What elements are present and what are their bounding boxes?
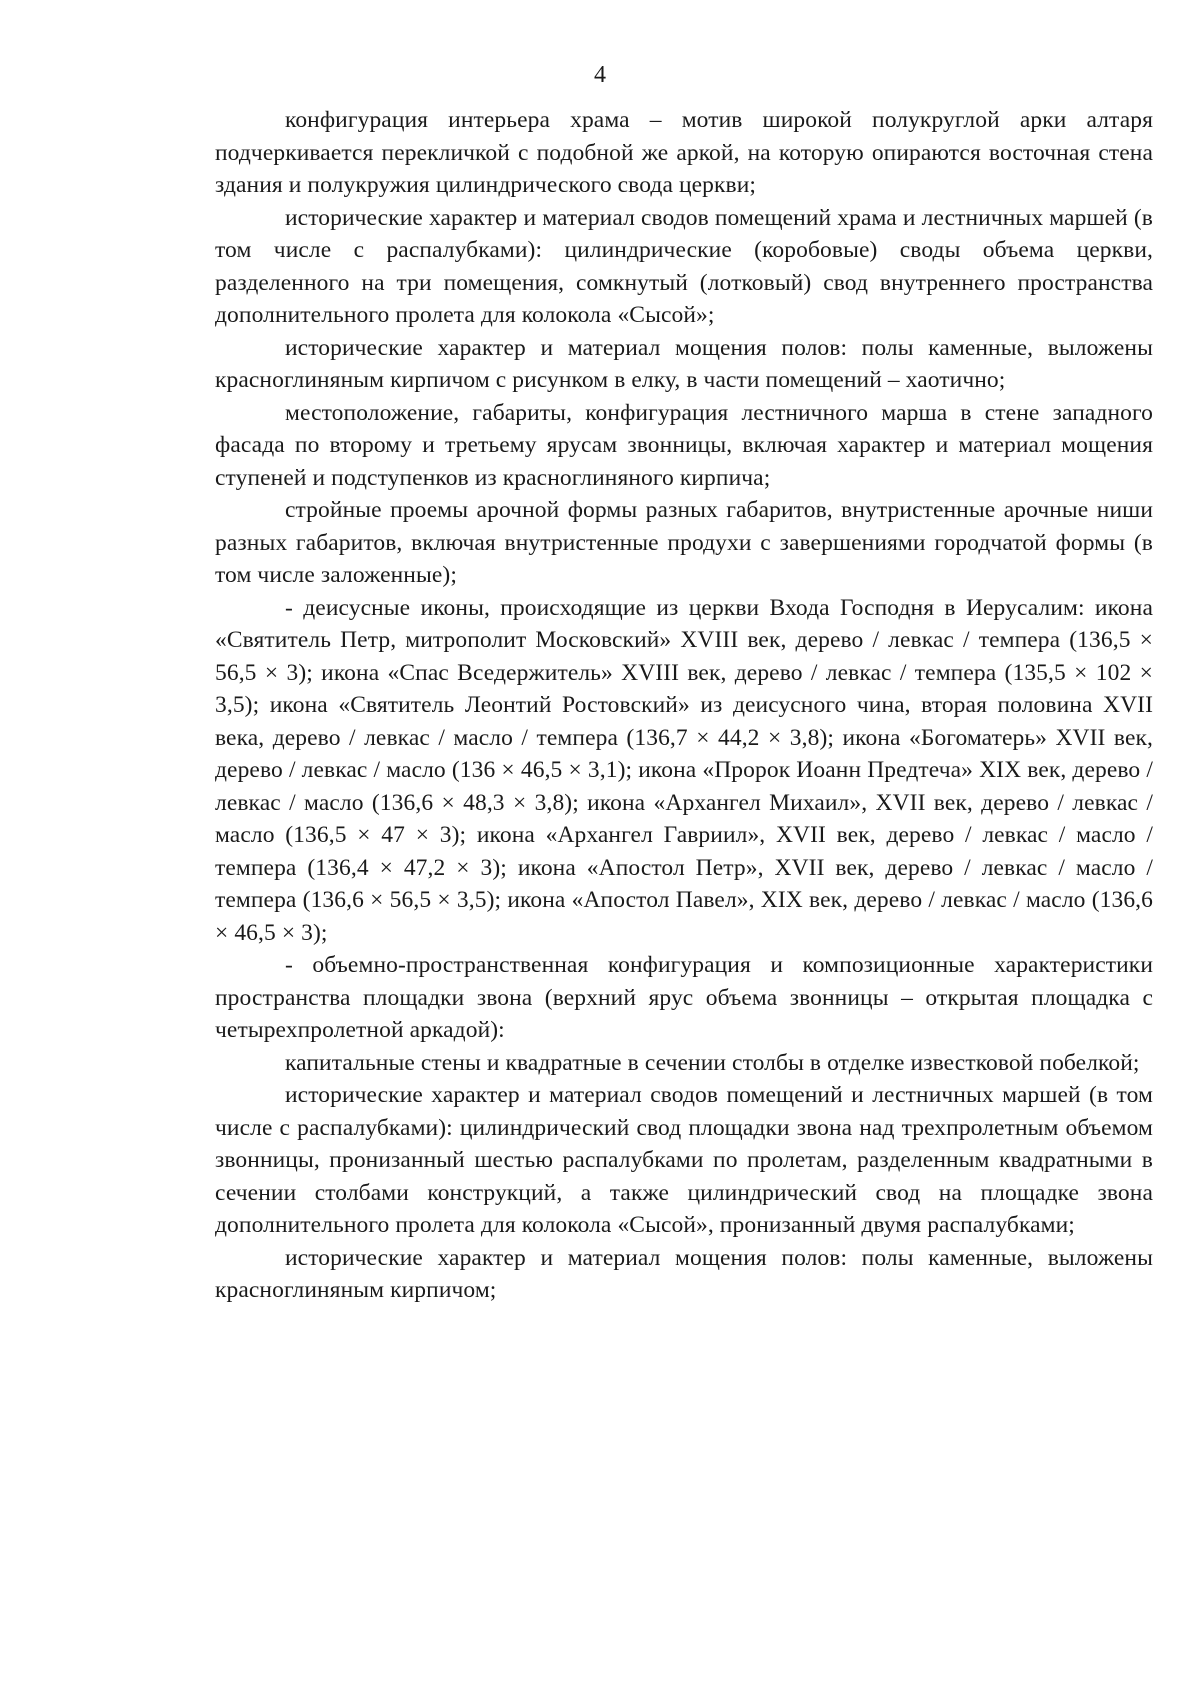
paragraph-vaults-belfry: исторические характер и материал сводов помещений и лестничных маршей (в том числе с распалубками): цилиндрический свод площадки звона над трехпролетным объемом звонницы, пронизанный шестью распалубками по пролетам, разделенным квадратными в сечении столбами конструкций, а также цилиндрический свод на площадке звона дополнительного пролета для колокола «Сысой», пронизанный двумя распалубками; — [215, 1082, 1153, 1238]
paragraph-staircase: местоположение, габариты, конфигурация лестничного марша в стене западного фасада по второму и третьему ярусам звонницы, включая характер и материал мощения ступеней и подступенков из красноглиняного кирпича; — [215, 399, 1153, 491]
document-body — [215, 104, 1153, 1307]
page-number: 4 — [594, 62, 606, 88]
paragraph-walls-pillars: капитальные стены и квадратные в сечении столбы в отделке известковой побелкой; — [285, 1049, 1140, 1076]
paragraph-openings-niches: стройные проемы арочной формы разных габаритов, внутристенные арочные ниши разных габаритов, включая внутристенные продухи с завершениями городчатой формы (в том числе заложенные); — [215, 497, 1153, 588]
paragraph-bell-platform: - объемно-пространственная конфигурация и композиционные характеристики пространства площадки звона (верхний ярус объема звонницы – открытая площадка с четырехпролетной аркадой): — [215, 952, 1153, 1043]
paragraph-interior-configuration: конфигурация интерьера храма – мотив широкой полукруглой арки алтаря подчеркивается перекличкой с подобной же аркой, на которую опираются восточная стена здания и полукружия цилиндрического свода церкви; — [215, 107, 1153, 198]
paragraph-deesis-icons: - деисусные иконы, происходящие из церкви Входа Господня в Иерусалим: икона «Святитель Петр, митрополит Московский» XVIII век, дерево / левкас / темпера (136,5 × 56,5 × 3); икона «Спас Вседержитель» XVIII век, дерево / левкас / темпера (135,5 × 102 × 3,5); икона «Святитель Леонтий Ростовский» из деисусного чина, вторая половина XVII века, дерево / левкас / масло / темпера (136,7 × 44,2 × 3,8); икона «Богоматерь» XVII век, дерево / левкас / масло (136 × 46,5 × 3,1); икона «Пророк Иоанн Предтеча» XIX век, дерево / левкас / масло (136,6 × 48,3 × 3,8); икона «Архангел Михаил», XVII век, дерево / левкас / масло (136,5 × 47 × 3); икона «Архангел Гавриил», XVII век, дерево / левкас / масло / темпера (136,4 × 47,2 × 3); икона «Апостол Петр», XVII век, дерево / левкас / масло / темпера (136,6 × 56,5 × 3,5); икона «Апостол Павел», XIX век, дерево / левкас / масло (136,6 × 46,5 × 3); — [215, 594, 1153, 946]
paragraph-floors-church: исторические характер и материал мощения полов: полы каменные, выложены красноглиняным кирпичом с рисунком в елку, в части помещений – хаотично; — [215, 334, 1153, 393]
paragraph-floors-belfry: исторические характер и материал мощения полов: полы каменные, выложены красноглиняным кирпичом; — [215, 1244, 1153, 1303]
paragraph-vaults-church: исторические характер и материал сводов помещений храма и лестничных маршей (в том числе с распалубками): цилиндрические (коробовые) своды объема церкви, разделенного на три помещения, сомкнутый (лотковый) свод внутреннего пространства дополнительного пролета для колокола «Сысой»; — [215, 204, 1153, 328]
